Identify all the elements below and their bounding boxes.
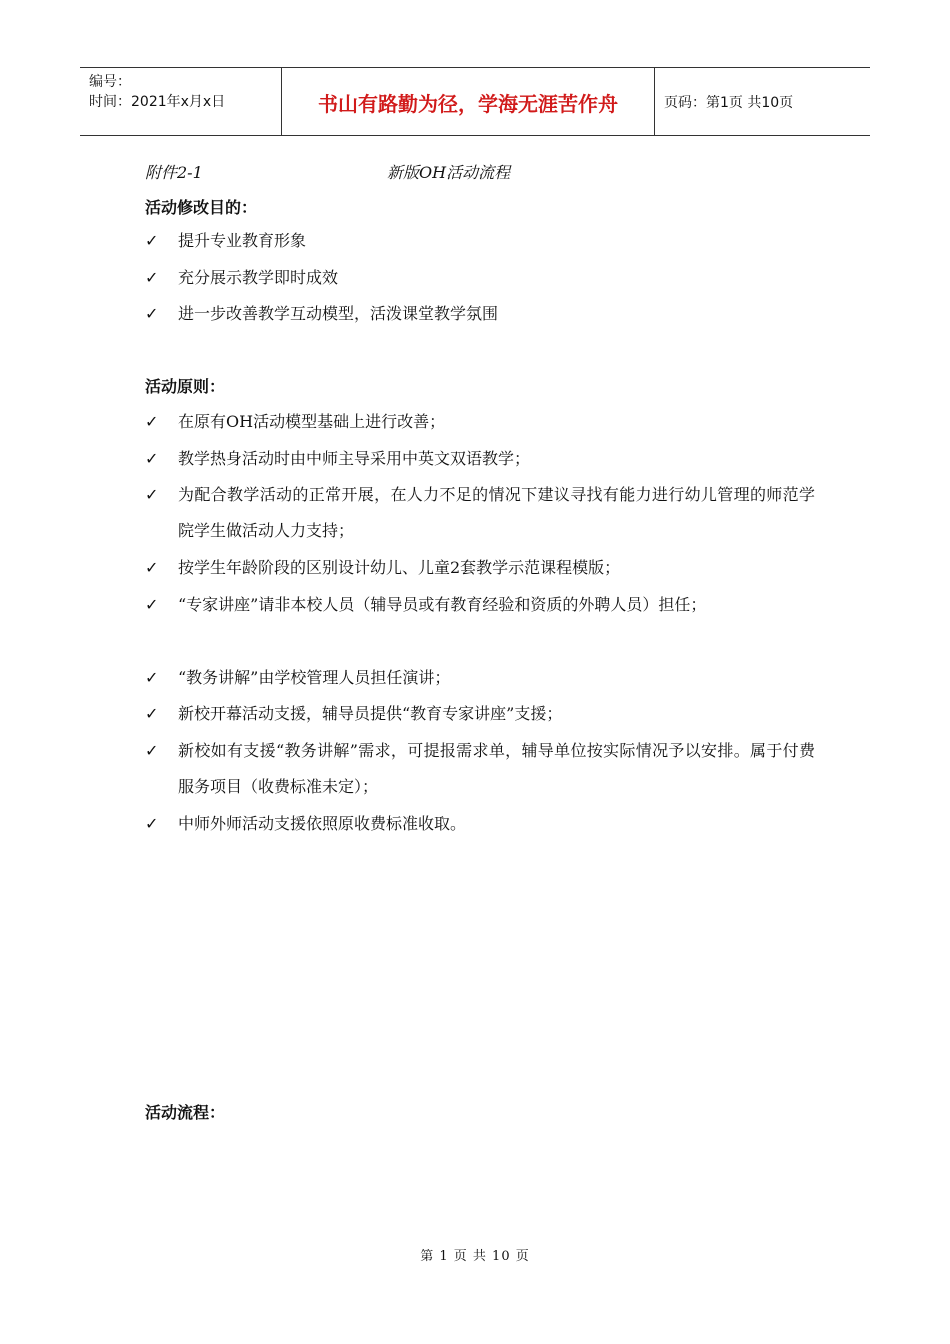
list-item [145, 260, 815, 296]
check-icon: ✓ [145, 412, 159, 431]
list-item [145, 696, 815, 732]
principles-heading: 活动原则： [145, 377, 226, 396]
header-motto-cell [281, 68, 655, 135]
document-title: 新版OH活动流程 [387, 163, 511, 182]
list-item-text: 在原有OH活动模型基础上进行改善； [178, 412, 446, 431]
list-item [145, 660, 815, 696]
purpose-heading: 活动修改目的： [145, 198, 258, 217]
list-item-text: 进一步改善教学互动模型，活泼课堂教学氛围 [178, 304, 499, 323]
list-item [145, 550, 815, 586]
check-icon: ✓ [145, 304, 159, 323]
check-icon: ✓ [145, 449, 159, 468]
list-item [145, 296, 815, 332]
process-heading: 活动流程： [145, 1103, 226, 1122]
check-icon: ✓ [145, 595, 159, 614]
check-icon: ✓ [145, 704, 159, 723]
list-item-text: 中师外师活动支援依照原收费标准收取。 [178, 814, 467, 833]
list-item-text: 为配合教学活动的正常开展，在人力不足的情况下建议寻找有能力进行幼儿管理的师范学院学生做活动人力支持； [178, 485, 815, 540]
page-footer: 第 1 页 共 10 页 [420, 1249, 530, 1264]
page-info: 页码：第1页 共10页 [664, 94, 794, 111]
list-item [145, 477, 815, 549]
list-item-text: 教学热身活动时由中师主导采用中英文双语教学； [178, 449, 531, 468]
document-header [80, 67, 870, 136]
list-item-text: 新校如有支援“教务讲解”需求，可提报需求单，辅导单位按实际情况予以安排。属于付费服务项目（收费标准未定）； [178, 741, 815, 796]
list-item-text: “专家讲座”请非本校人员（辅导员或有教育经验和资质的外聘人员）担任； [178, 595, 707, 614]
list-item-text: 新校开幕活动支援，辅导员提供“教育专家讲座”支援； [178, 704, 563, 723]
attachment-label: 附件2-1 [145, 163, 203, 182]
list-item [145, 404, 815, 440]
check-icon: ✓ [145, 268, 159, 287]
check-icon: ✓ [145, 231, 159, 250]
list-item-text: 提升专业教育形象 [178, 231, 307, 250]
list-item [145, 806, 815, 842]
check-icon: ✓ [145, 558, 159, 577]
motto-text: 书山有路勤为径，学海无涯苦作舟 [318, 92, 618, 116]
check-icon: ✓ [145, 814, 159, 833]
list-item [145, 441, 815, 477]
list-item [145, 733, 815, 805]
list-item-text: 按学生年龄阶段的区别设计幼儿、儿童2套教学示范课程模版； [178, 558, 621, 577]
check-icon: ✓ [145, 485, 159, 504]
header-meta-cell [80, 68, 281, 135]
serial-number-label: 编号： [89, 74, 131, 90]
title-row [145, 160, 845, 184]
list-item [145, 223, 815, 259]
list-item-text: “教务讲解”由学校管理人员担任演讲； [178, 668, 451, 687]
list-item [145, 587, 815, 623]
date-label: 时间：2021年x月x日 [89, 94, 226, 110]
check-icon: ✓ [145, 668, 159, 687]
check-icon: ✓ [145, 741, 159, 760]
header-page-cell [655, 68, 870, 135]
list-item-text: 充分展示教学即时成效 [178, 268, 339, 287]
